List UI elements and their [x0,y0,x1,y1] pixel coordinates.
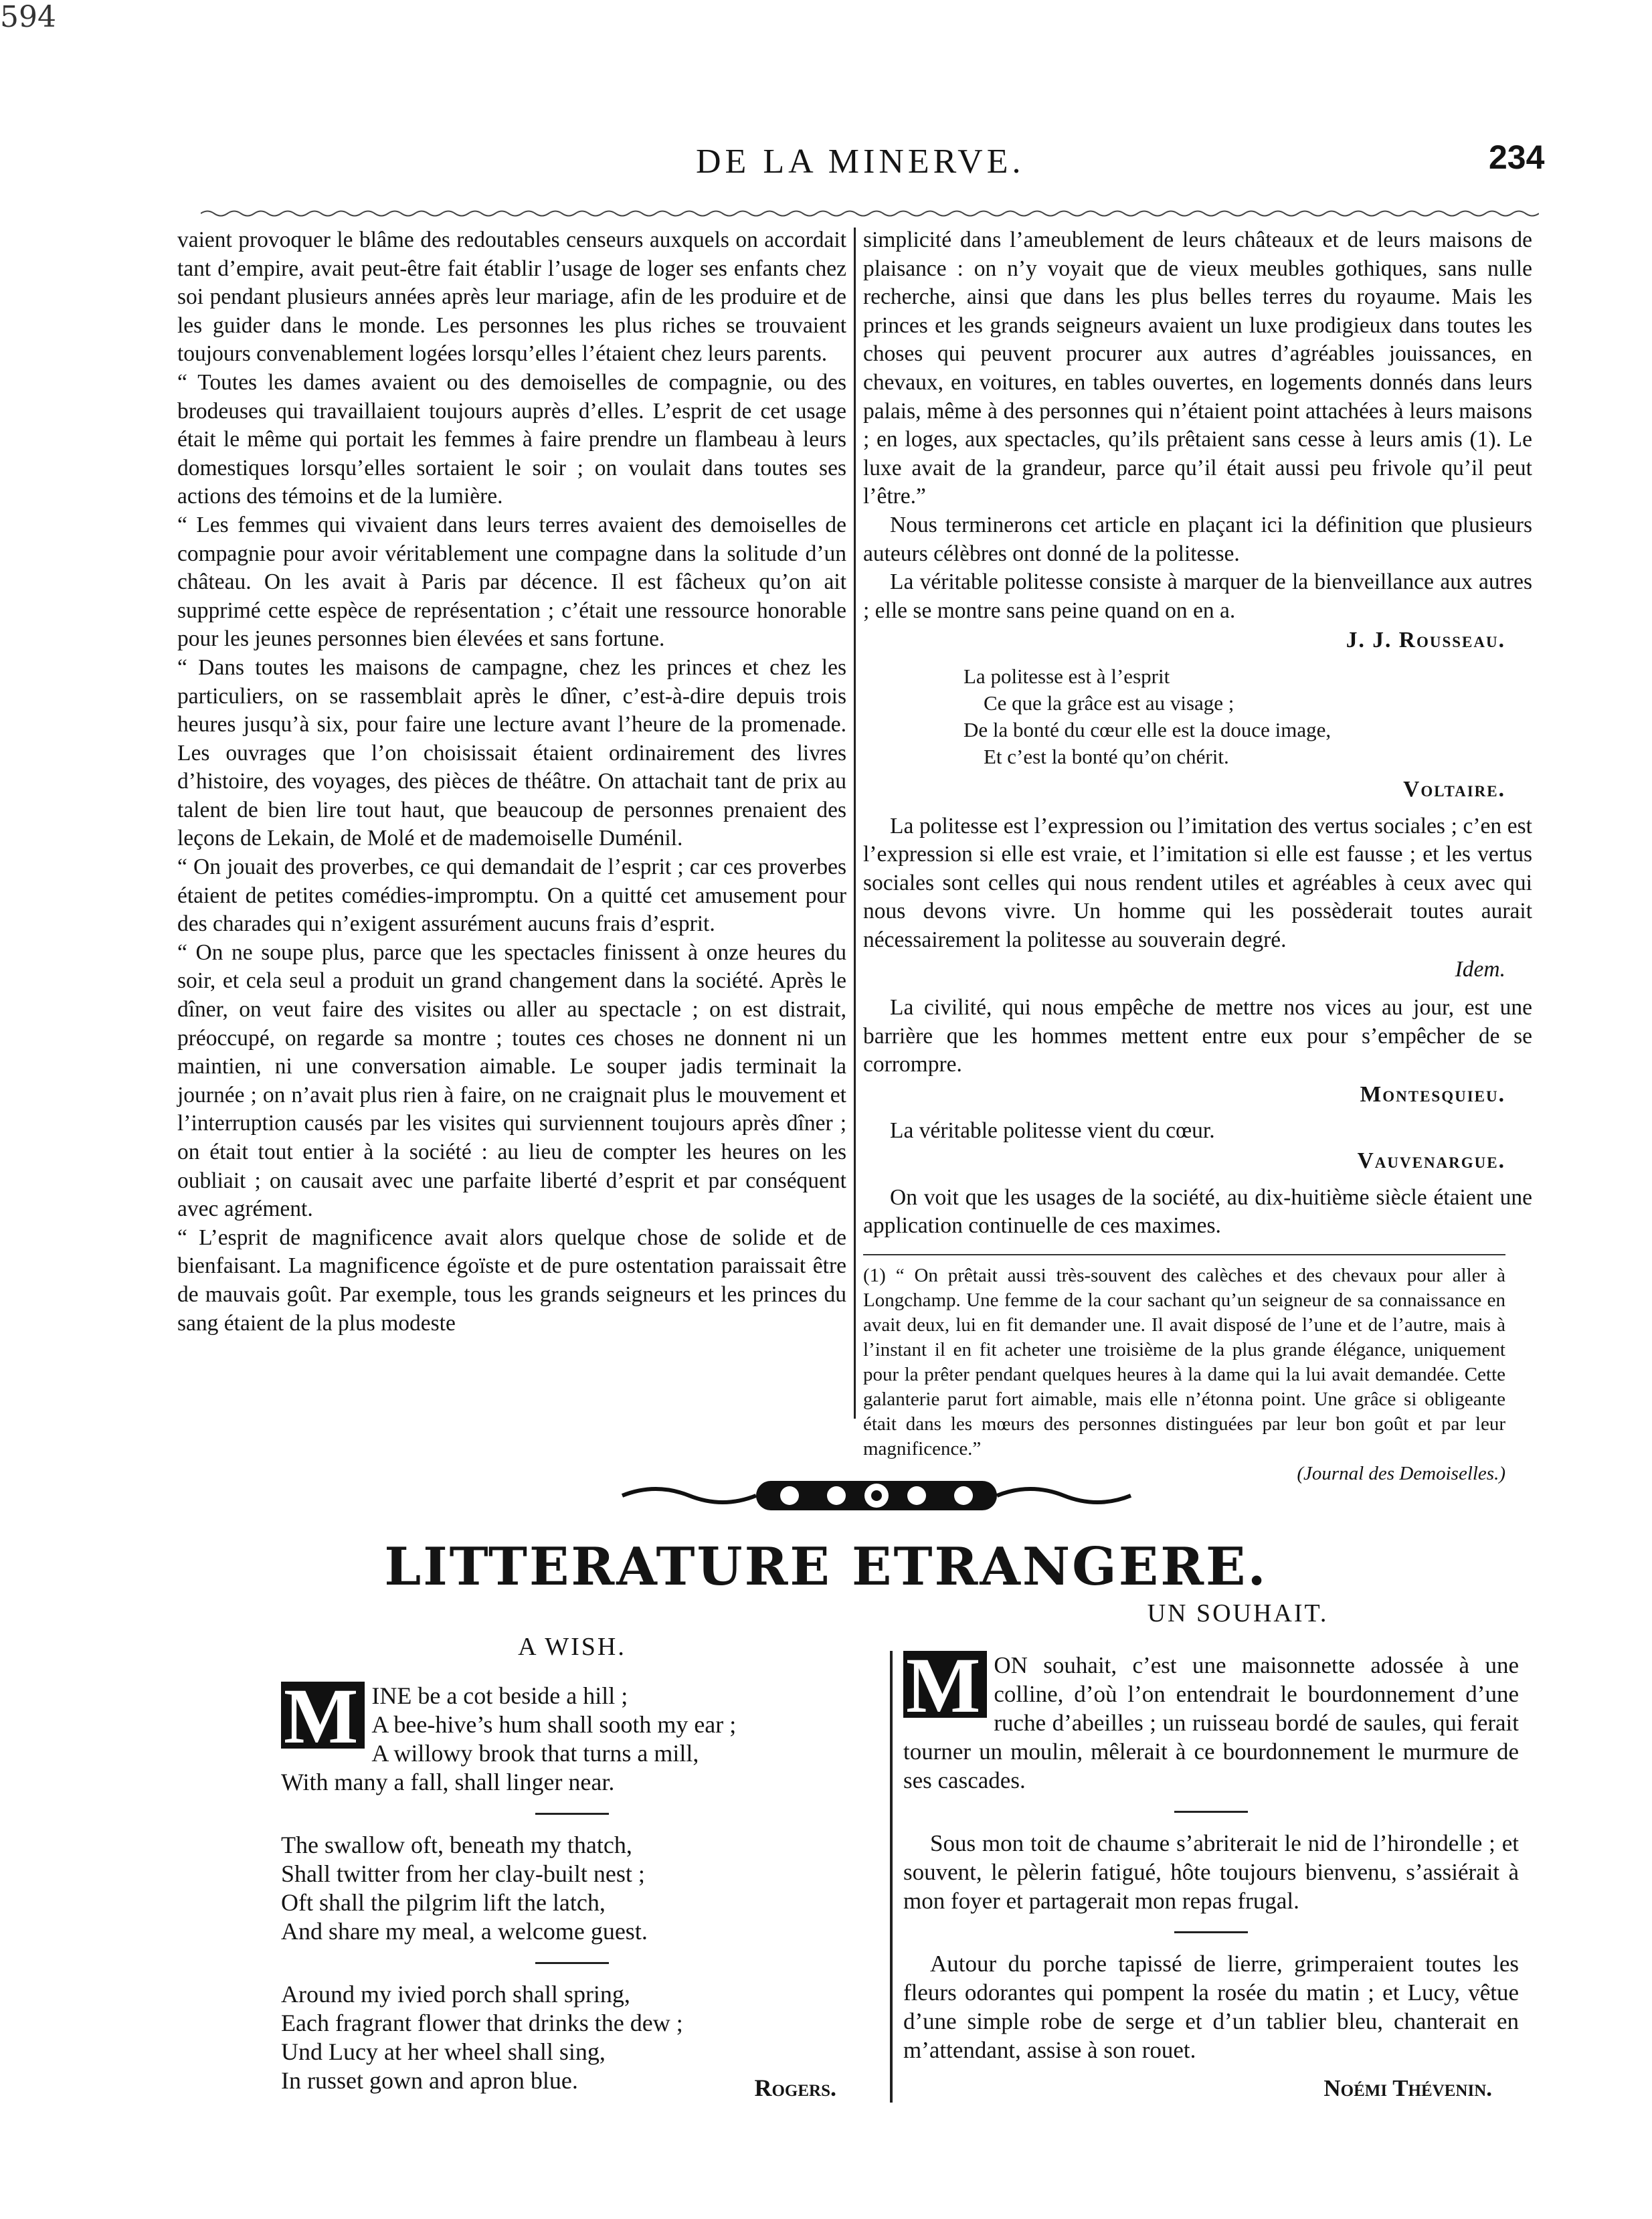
voltaire-verse [963,663,1532,770]
stanza-divider [535,1962,609,1964]
poem-title: A WISH. [518,1633,626,1661]
poem-line: With many a fall, shall linger near. [281,1769,615,1795]
english-poem [281,1633,863,2103]
poem-line: Shall twitter from her clay-built nest ; [281,1860,645,1887]
left-paragraph: “ Les femmes qui vivaient dans leurs terres avaient des demoiselles de compagnie pour avoir véritablement une compagne dans la solitude d’un château. On les avait à Paris par décence. Il est fâcheux qu’on ait supprimé cette espèce de représentation ; c’était une ressource honorable pour les jeunes personnes bien élevées et sans fortune. [177,512,846,652]
poem-title: UN SOUHAIT. [1147,1599,1329,1627]
right-paragraph: simplicité dans l’ameublement de leurs châteaux et de leurs maisons de plaisance : on n’y voyait que de vieux meubles gothiques, sans nulle recherche, ainsi que dans les plus belles terres du royaume. Mais les princes et les grands seigneurs avaient un luxe prodigieux dans toutes les choses qui peuvent procurer aux autres d’agréables jouissances, en chevaux, en voitures, en tables ouvertes, en logements donnés dans leurs palais, même à des personnes qui n’étaient point attachées à leurs maisons ; en loges, aux spectacles, qu’ils prêtaient sans cesse à leurs amis (1). Le luxe avait de la grandeur, parce qu’il était aussi peu frivole qu’il peut l’être.” [863,228,1532,509]
running-title: DE LA MINERVE. [696,143,1025,181]
page-number: 234 [1489,139,1545,176]
attribution-rousseau: J. J. Rousseau. [1346,628,1505,653]
right-paragraph: La véritable politesse consiste à marquer de la bienveillance aux autres ; elle se montre sans peine quand on en a. [863,569,1532,623]
stanza [281,1831,863,1946]
footnote-source: (Journal des Demoiselles.) [1297,1462,1505,1484]
civilite-paragraph: La civilité, qui nous empêche de mettre nos vices au jour, est une barrière que les hommes mettent entre eux pour s’empêcher de se corrompre. [863,995,1532,1077]
poem-line: The swallow oft, beneath my thatch, [281,1832,632,1858]
header-wavy-rule [201,209,1539,218]
footnote-text: (1) “ On prêtait aussi très-souvent des calèches et des chevaux pour aller à Longchamp. Une femme de la cour sachant qu’un seigneur de sa connaissance en avait deux, lui en fit demander une. Il avait disposé de l’une et de l’autre, mais à l’instant il en fit acheter une troisième de la plus grande élégance, uniquement pour la prêter pendant quelques heures à la dame qui la lui avait demandée. Cette galanterie parut fort aimable, mais elle n’étonna point. Une grâce si obligeante était dans les mœurs des personnes distinguées par leur bon goût et par leur magnificence.” [863,1264,1505,1459]
stanza-divider [535,1813,609,1815]
folio-note: 594 [0,0,56,34]
french-poem-body [890,1641,1519,2103]
poem-line: Around my ivied porch shall spring, [281,1981,630,2008]
left-paragraph: “ On ne soupe plus, parce que les spectacles finissent à onze heures du soir, et cela seul a produit un grand changement dans la société. Après le dîner, on veut faire des visites ou aller au spectacle ; on est distrait, préoccupé, on regarde sa montre ; toutes ces choses ne donnent ni un maintien, ni une conversation aimable. Le souper jadis terminait la journée ; on n’avait plus rien à faire, on ne craignait plus le mouvement et l’interruption causés par les visites qui surviennent toujours après dîner ; on était tout entier à la société : au lieu de compter les heures on les oubliait ; on causait avec une parfaite liberté d’esprit et par conséquent avec agrément. [177,940,846,1222]
poem-line: Und Lucy at her wheel shall sing, [281,2038,606,2065]
section-heading: LITTERATURE ETRANGERE. [384,1536,1268,1597]
dropcap-letter: M [281,1682,365,1749]
poem-line: In russet gown and apron blue. [281,2067,578,2094]
poem-line: And share my meal, a welcome guest. [281,1918,648,1945]
coeur-paragraph: La véritable politesse vient du cœur. [890,1118,1215,1144]
closing-paragraph: On voit que les usages de la société, au dix-huitième siècle étaient une application continuelle de ces maximes. [863,1184,1532,1239]
verse-line: Ce que la grâce est au visage ; [984,691,1234,715]
poem-line: INE be a cot beside a hill ; [371,1682,628,1709]
right-paragraph: Nous terminerons cet article en plaçant ici la définition que plusieurs auteurs célèbres ont donné de la politesse. [863,512,1532,566]
stanza-divider [1174,1811,1248,1813]
attribution-idem: Idem. [1455,957,1505,982]
verse-line: La politesse est à l’esprit [963,664,1170,688]
stanza [281,1672,863,1797]
stanza-divider [1174,1931,1248,1933]
prose-text: ON souhait, c’est une maisonnette adossée à une colline, d’où l’on entendrait le bourdonnement d’une ruche d’abeilles ; un ruisseau bordé de saules, qui ferait tourner un moulin, mêlerait à ce bourdonnement le murmure de ses cascades. [903,1652,1519,1793]
left-column [177,226,846,1338]
politesse-paragraph: La politesse est l’expression ou l’imitation des vertus sociales ; c’en est l’expression si elle est vraie, et l’imitation si elle est fausse ; et les vertus sociales sont celles qui nous rendent utiles et agréables à ceux avec qui nous devons vivre. Un homme qui les possèderait toutes aurait nécessairement la politesse au souverain degré. [863,813,1532,952]
attribution-voltaire: Voltaire. [1403,776,1505,802]
poem-line: A bee-hive’s hum shall sooth my ear ; [371,1711,737,1738]
verse-line: De la bonté du cœur elle est la douce image, [963,717,1332,741]
poem-line: Each fragrant flower that drinks the dew ; [281,2010,683,2036]
footnote [863,1254,1505,1486]
left-paragraph: “ Dans toutes les maisons de campagne, chez les princes et chez les particuliers, on se rassemblait après le dîner, c’est-à-dire depuis trois heures jusqu’à six, pour faire une lecture avant l’heure de la promenade. Les ouvrages que l’on choisissait étaient ordinairement des livres d’histoire, des voyages, des pièces de théâtre. On attachait tant de prix au talent de bien lire tout haut, que beaucoup de personnes prenaient des leçons de Lekain, de Molé et de mademoiselle Duménil. [177,654,846,851]
attribution-montesquieu: Montesquieu. [1360,1081,1505,1107]
poem-author: Rogers. [754,2074,836,2101]
column-divider [854,228,856,1419]
dropcap-letter: M [903,1651,987,1718]
prose-stanza: Autour du porche tapissé de lierre, grimperaient toutes les fleurs odorantes qui pompent la rosée du matin ; et Lucy, vêtue d’une simple robe de serge et d’un tablier bleu, chanterait en m’attendant, assise à son rouet. [903,1951,1519,2063]
french-poem [890,1599,1519,2103]
poem-line: A willowy brook that turns a mill, [371,1740,699,1767]
right-column [863,226,1532,1486]
prose-stanza [903,1641,1519,1795]
left-paragraph: “ Toutes les dames avaient ou des demoiselles de compagnie, ou des brodeuses qui travaillaient toujours auprès d’elles. L’esprit de cet usage était le même qui portait les femmes à faire prendre un flambeau à leurs domestiques lorsqu’elles sortaient le soir ; on voulait dans toutes ses actions des témoins et de la lumière. [177,369,846,509]
left-paragraph: “ L’esprit de magnificence avait alors quelque chose de solide et de bienfaisant. La magnificence égoïste et de pure ostentation paraissait être de mauvais goût. Par exemple, tous les grands seigneurs et les princes du sang étaient de la plus modeste [177,1225,846,1336]
attribution-vauvenargue: Vauvenargue. [1357,1148,1505,1174]
verse-line: Et c’est la bonté qu’on chérit. [984,744,1229,768]
poem-author: Noémi Thévenin. [1323,2075,1492,2101]
prose-stanza: Sous mon toit de chaume s’abriterait le nid de l’hirondelle ; et souvent, le pèlerin fatigué, hôte toujours bienvenu, s’assiérait à mon foyer et partagerait mon repas frugal. [903,1830,1519,1914]
poem-line: Oft shall the pilgrim lift the latch, [281,1889,606,1916]
left-paragraph: “ On jouait des proverbes, ce qui demandait de l’esprit ; car ces proverbes étaient de petites comédies-impromptu. On a quitté cet amusement pour des charades qui n’exigent assurément aucuns frais d’esprit. [177,855,846,937]
decorative-ornament [616,1469,1137,1522]
left-paragraph: vaient provoquer le blâme des redoutables censeurs auxquels on accordait tant d’empire, avait peut-être fait établir l’usage de loger ses enfants chez soi pendant plusieurs années après leur mariage, afin de les produire et de les guider dans le monde. Les personnes les plus riches se trouvaient toujours convenablement logées lorsqu’elles l’étaient chez leurs parents. [177,228,846,367]
